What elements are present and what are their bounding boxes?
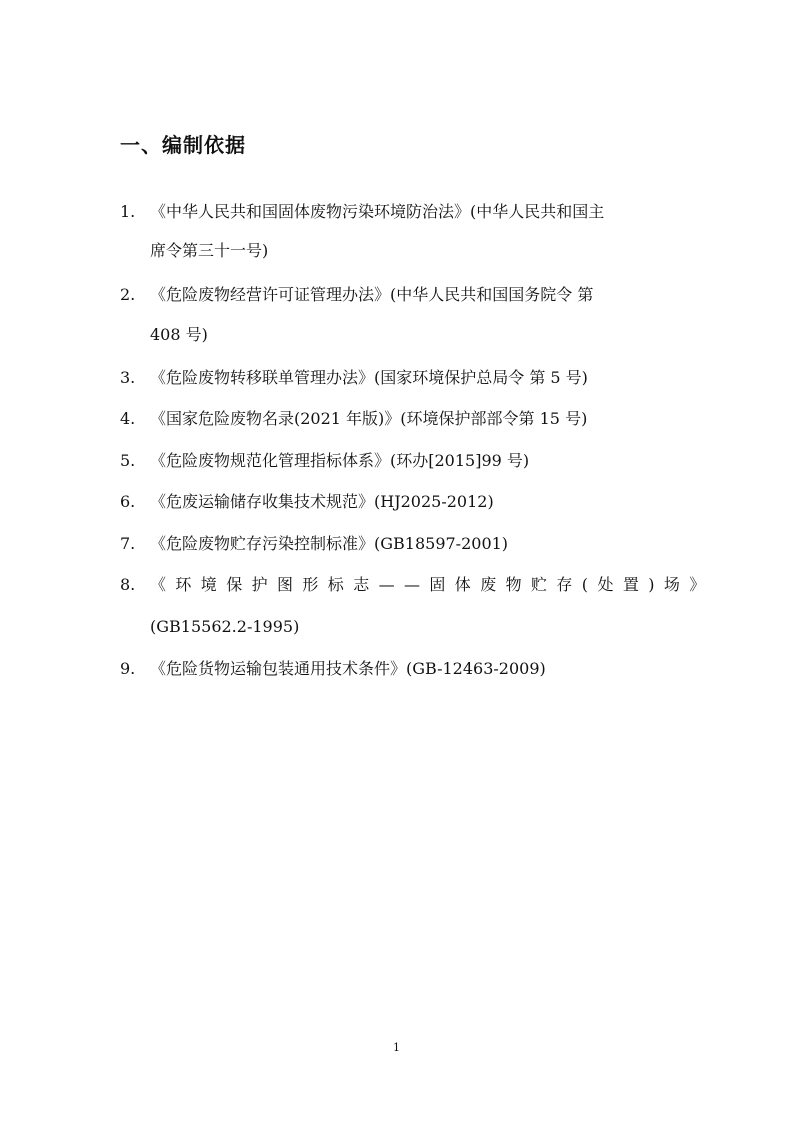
reference-text-continued: 席令第三十一号): [150, 241, 269, 260]
reference-number: 7.: [120, 534, 136, 553]
reference-number: 2.: [120, 285, 136, 304]
reference-number: 4.: [120, 409, 136, 428]
reference-text-continued: (GB15562.2-1995): [150, 617, 300, 636]
reference-text: 《国家危险废物名录(2021 年版)》(环境保护部部令第 15 号): [150, 409, 588, 428]
reference-text: 《危险废物贮存污染控制标准》(GB18597-2001): [150, 534, 509, 553]
reference-number: 8.: [120, 575, 136, 594]
reference-number: 5.: [120, 451, 136, 470]
reference-number: 3.: [120, 368, 136, 387]
section-heading: 一、编制依据: [120, 133, 246, 157]
reference-number: 1.: [120, 202, 136, 221]
reference-text-continued: 408 号): [150, 325, 208, 344]
reference-text: 《中华人民共和国固体废物污染环境防治法》(中华人民共和国主: [150, 202, 605, 221]
reference-text: 《危险废物转移联单管理办法》(国家环境保护总局令 第 5 号): [150, 368, 588, 387]
reference-number: 6.: [120, 492, 136, 511]
reference-text: 《环境保护图形标志——固体废物贮存(处置)场》: [150, 575, 715, 594]
reference-text: 《危险货物运输包装通用技术条件》(GB-12463-2009): [150, 659, 546, 678]
reference-number: 9.: [120, 659, 136, 678]
page-number: 1: [393, 1041, 400, 1054]
reference-text: 《危险废物规范化管理指标体系》(环办[2015]99 号): [150, 451, 530, 470]
reference-text: 《危险废物经营许可证管理办法》(中华人民共和国国务院令 第: [150, 285, 594, 304]
reference-text: 《危废运输储存收集技术规范》(HJ2025-2012): [150, 492, 494, 511]
